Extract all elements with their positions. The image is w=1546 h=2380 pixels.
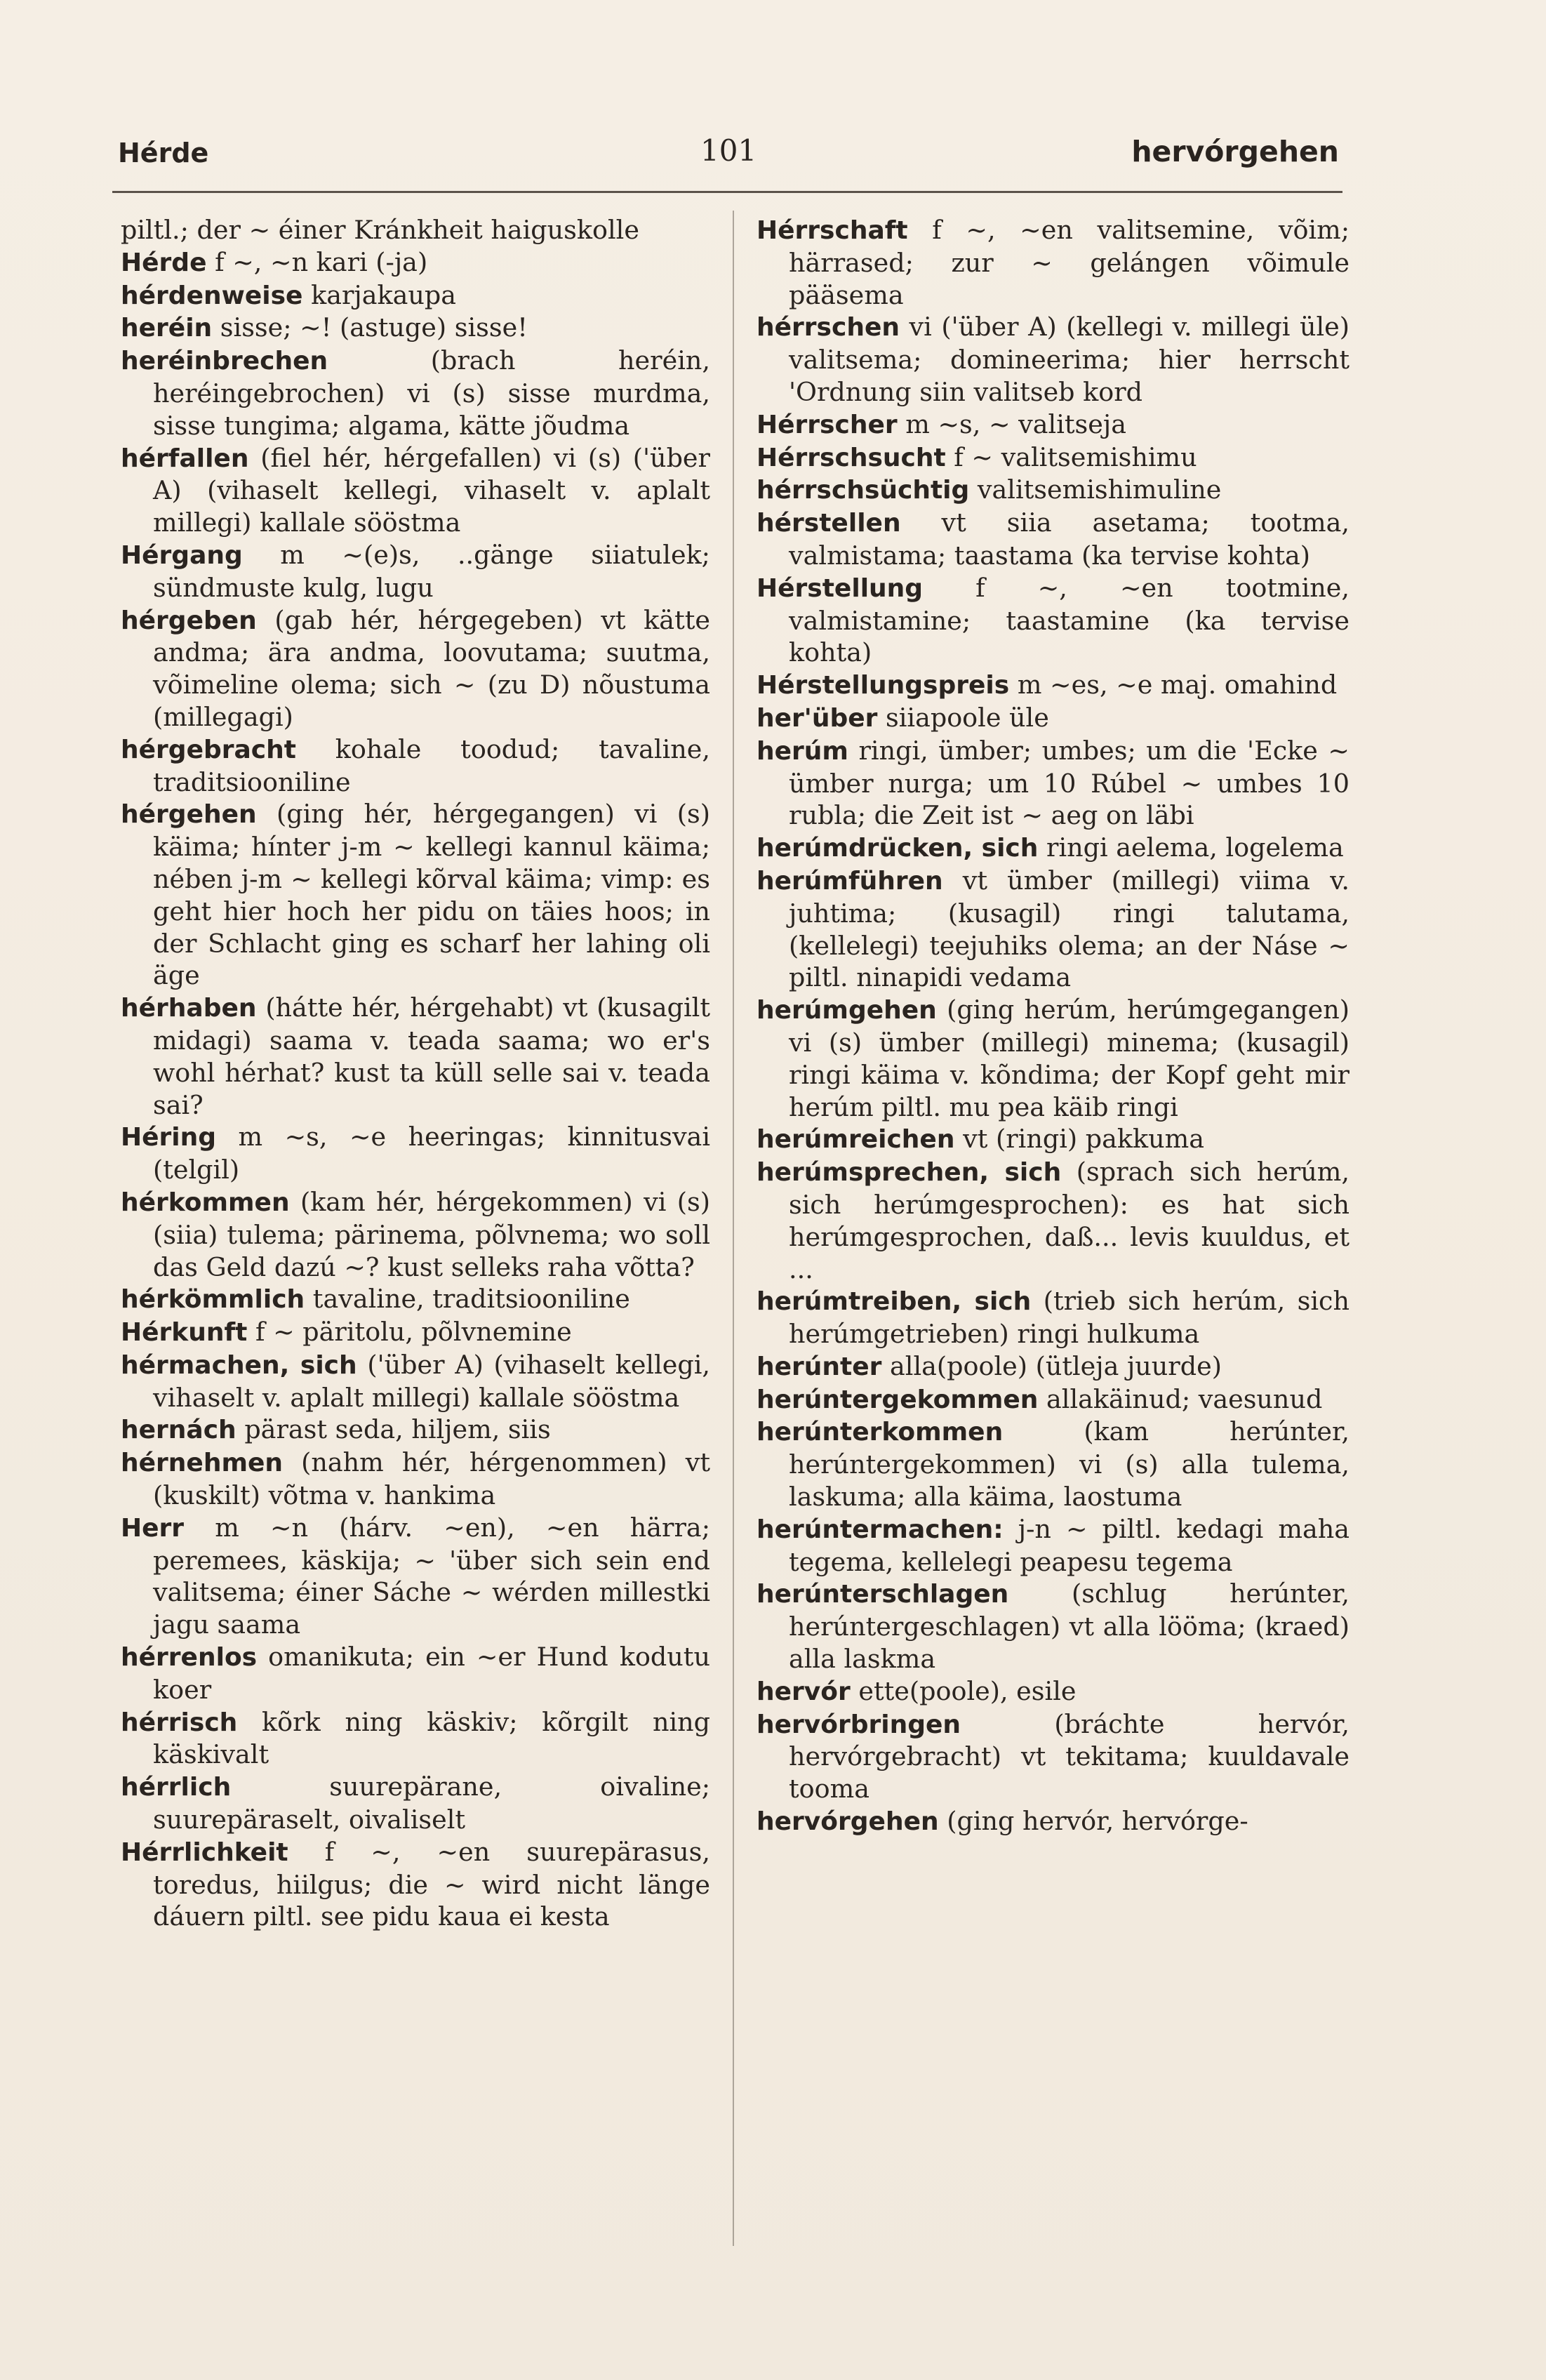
- entry-headword: Hérrscher: [757, 410, 898, 439]
- entry-headword: heréinbrechen: [121, 347, 328, 376]
- dictionary-entry: [121, 1512, 710, 1641]
- entry-headword: hérrschsüchtig: [757, 476, 970, 505]
- entry-headword: hérgehen: [121, 800, 257, 830]
- dictionary-entry: [121, 733, 710, 799]
- entry-definition: vt siia asetama; tootma, valmistama; taastama (ka tervise kohta): [789, 507, 1350, 571]
- dictionary-entry: [757, 1285, 1350, 1350]
- dictionary-entry: [757, 1708, 1350, 1805]
- entry-definition: vi ('über A) (kellegi v. millegi üle) valitsema; domineerima; hier herrscht 'Ordnung siin valitseb kord: [789, 312, 1350, 407]
- dictionary-entry: [757, 735, 1350, 832]
- entry-headword: herúntergekommen: [757, 1385, 1039, 1414]
- dictionary-entry: [121, 1349, 710, 1414]
- page-number: 101: [700, 133, 757, 168]
- entry-headword: herúmdrücken, sich: [757, 834, 1039, 863]
- entry-definition: m ~n (hárv. ~en), ~en härra; peremees, käskija; ~ 'über sich sein end valitsema; éiner Sáche ~ wérden millestki jagu saama: [153, 1512, 710, 1640]
- right-column: [757, 214, 1350, 1838]
- entry-definition: (hátte hér, hérgehabt) vt (kusagilt midagi) saama v. teada saama; wo er's wohl hérhat? kust ta küll selle sai v. teada sai?: [153, 992, 711, 1120]
- entry-definition: f ~, ~en suurepärasus, toredus, hiilgus; die ~ wird nicht länge dáuern piltl. see pidu kaua ei kesta: [153, 1836, 710, 1932]
- entry-headword: hérdenweise: [121, 281, 303, 310]
- dictionary-entry: [757, 1513, 1350, 1578]
- entry-headword: Héring: [121, 1123, 217, 1152]
- dictionary-entry: [757, 865, 1350, 994]
- entry-definition: piltl.; der ~ éiner Kránkheit haiguskolle: [121, 215, 639, 245]
- dictionary-entry: [757, 507, 1350, 572]
- header-right-guide-word: hervórgehen: [1131, 135, 1339, 168]
- entry-definition: f ~ päritolu, põlvnemine: [255, 1317, 572, 1348]
- entry-definition: (schlug herúnter, herúntergeschlagen) vt alla lööma; (kraed) alla laskma: [789, 1578, 1350, 1675]
- entry-headword: herúmreichen: [757, 1125, 955, 1155]
- entry-definition: (ging hervór, hervórge-: [947, 1806, 1248, 1837]
- dictionary-entry: [121, 1186, 710, 1283]
- entry-definition: sisse; ~! (astuge) sisse!: [220, 312, 528, 343]
- dictionary-entry: [121, 279, 710, 312]
- entry-headword: herúnterschlagen: [757, 1580, 1009, 1609]
- dictionary-entry: [121, 1316, 710, 1349]
- entry-definition: f ~ valitsemishimu: [954, 441, 1197, 472]
- page-header: [118, 133, 1339, 182]
- entry-headword: Hérde: [121, 248, 207, 277]
- dictionary-entry: [757, 994, 1350, 1123]
- dictionary-entry: [121, 345, 710, 441]
- entry-definition: pärast seda, hiljem, siis: [244, 1414, 551, 1445]
- entry-definition: allakäinud; vaesunud: [1046, 1383, 1323, 1414]
- entry-definition: tavaline, traditsiooniline: [312, 1284, 630, 1315]
- entry-headword: hérnehmen: [121, 1449, 284, 1478]
- dictionary-entry: [757, 1416, 1350, 1513]
- entry-definition: (gab hér, hérgegeben) vt kätte andma; ära andma, loovutama; suutma, võimeline olema; sich ~ (zu D) nõustuma (millegagi): [153, 604, 711, 732]
- dictionary-entry: [757, 441, 1350, 474]
- entry-definition: f ~, ~en valitsemine, võim; härrased; zur ~ gelángen võimule pääsema: [789, 215, 1350, 310]
- entry-headword: hérgebracht: [121, 735, 296, 764]
- dictionary-entry: [121, 1283, 710, 1316]
- entry-headword: Hérgang: [121, 540, 243, 570]
- entry-headword: hérrschen: [757, 313, 900, 343]
- entry-definition: f ~, ~en tootmine, valmistamine; taastamine (ka tervise kohta): [789, 572, 1350, 668]
- entry-definition: (bráchte hervór, hervórgebracht) vt tekitama; kuuldavale tooma: [789, 1708, 1350, 1804]
- entry-definition: kohale toodud; tavaline, traditsiooniline: [153, 733, 710, 797]
- entry-headword: hérgeben: [121, 606, 257, 635]
- entry-definition: alla(poole) (ütleja juurde): [890, 1350, 1222, 1381]
- dictionary-entry: [757, 474, 1350, 507]
- entry-definition: (sprach sich herúm, sich herúmgesprochen): es hat sich herúmgesprochen, daß... levis kuuldus, et ...: [789, 1157, 1350, 1284]
- dictionary-entry: [757, 408, 1350, 441]
- header-left-guide-word: Hérde: [118, 138, 209, 168]
- dictionary-entry: [121, 1414, 710, 1447]
- entry-headword: hernách: [121, 1416, 236, 1445]
- entry-definition: (trieb sich herúm, sich herúmgetrieben) ringi hulkuma: [789, 1286, 1350, 1350]
- entry-headword: hérrenlos: [121, 1643, 258, 1673]
- entry-headword: hérrisch: [121, 1708, 238, 1737]
- entry-definition: (kam herúnter, herúntergekommen) vi (s) alla tulema, laskuma; alla käima, laostuma: [789, 1416, 1350, 1513]
- dictionary-entry: [757, 1383, 1350, 1416]
- entry-headword: Hérrschsucht: [757, 443, 946, 472]
- dictionary-entry: [121, 1121, 710, 1186]
- column-divider: [733, 211, 734, 2246]
- entry-headword: herúnter: [757, 1352, 882, 1381]
- entry-headword: herúmgehen: [757, 996, 937, 1025]
- dictionary-entry: [757, 1156, 1350, 1285]
- entry-headword: herúm: [757, 736, 848, 766]
- entry-headword: Hérstellungspreis: [757, 671, 1010, 700]
- entry-definition: siiapoole üle: [886, 702, 1049, 733]
- dictionary-entry: [757, 1675, 1350, 1708]
- entry-definition: m ~es, ~e maj. omahind: [1017, 670, 1338, 700]
- entry-definition: (kam hér, hérgekommen) vi (s) (siia) tulema; pärinema, põlvnema; wo soll das Geld dazú ~? kust selleks raha võtta?: [153, 1186, 710, 1282]
- dictionary-entry: [757, 1123, 1350, 1156]
- header-rule: [112, 191, 1342, 193]
- dictionary-entry: [757, 1578, 1350, 1675]
- entry-headword: hervór: [757, 1677, 851, 1706]
- dictionary-entry: [121, 1706, 710, 1771]
- entry-headword: hervórgehen: [757, 1807, 939, 1837]
- entry-definition: karjakaupa: [311, 279, 457, 310]
- entry-headword: Hérrlichkeit: [121, 1837, 288, 1867]
- entry-headword: hérkommen: [121, 1188, 290, 1217]
- dictionary-entry: [757, 311, 1350, 408]
- entry-definition: vt ümber (millegi) viima v. juhtima; (kusagil) ringi talutama, (kellelegi) teejuhiks olema; an der Náse ~ piltl. ninapidi vedama: [789, 865, 1350, 993]
- entry-headword: hérmachen, sich: [121, 1350, 357, 1380]
- entry-headword: Herr: [121, 1513, 185, 1543]
- entry-definition: omanikuta; ein ~er Hund kodutu koer: [153, 1642, 710, 1705]
- dictionary-entry: [121, 604, 710, 733]
- entry-definition: ringi, ümber; umbes; um die 'Ecke ~ ümber nurga; um 10 Rúbel ~ umbes 10 rubla; die Zeit ist ~ aeg on läbi: [789, 735, 1350, 831]
- dictionary-entry: [121, 214, 710, 246]
- entry-definition: (ging hér, hérgegangen) vi (s) käima; hínter j-m ~ kellegi kannul käima; nében j-m ~ kellegi kõrval käima; vimp: es geht hier hoch her pidu on täies hoos; in der Schlacht ging es scharf her lahing oli äge: [153, 799, 710, 991]
- dictionary-entry: [121, 312, 710, 345]
- entry-definition: valitsemishimuline: [977, 474, 1222, 505]
- entry-headword: herúnterkommen: [757, 1418, 1004, 1447]
- dictionary-entry: [757, 1805, 1350, 1838]
- entry-headword: hérhaben: [121, 994, 257, 1023]
- entry-headword: hervórbringen: [757, 1710, 961, 1739]
- entry-definition: f ~, ~n kari (-ja): [215, 246, 428, 277]
- dictionary-entry: [121, 246, 710, 279]
- entry-definition: j-n ~ piltl. kedagi maha tegema, kellelegi peapesu tegema: [789, 1513, 1350, 1577]
- entry-definition: ette(poole), esile: [858, 1675, 1077, 1706]
- entry-definition: m ~(e)s, ..gänge siiatulek; sündmuste kulg, lugu: [153, 539, 710, 603]
- entry-headword: hérkömmlich: [121, 1285, 305, 1315]
- entry-headword: herúmtreiben, sich: [757, 1287, 1032, 1317]
- dictionary-entry: [121, 1641, 710, 1706]
- entry-definition: (fiel hér, hérgefallen) vi (s) ('über A) (vihaselt kellegi, vihaselt v. aplalt millegi) kallale sööstma: [153, 442, 710, 538]
- entry-headword: herúmführen: [757, 866, 943, 896]
- entry-headword: hérfallen: [121, 444, 249, 473]
- dictionary-entry: [757, 669, 1350, 702]
- entry-headword: Hérkunft: [121, 1318, 248, 1348]
- entry-headword: hérrlich: [121, 1773, 232, 1802]
- entry-definition: (ging herúm, herúmgegangen) vi (s) ümber (millegi) minema; (kusagil) ringi käima v. kõndima; der Kopf geht mir herúm piltl. mu pea käib ringi: [789, 995, 1350, 1122]
- left-column: [121, 214, 710, 1933]
- entry-headword: her'über: [757, 703, 878, 733]
- entry-definition: kõrk ning käskiv; kõrgilt ning käskivalt: [153, 1706, 710, 1770]
- dictionary-entry: [757, 832, 1350, 865]
- dictionary-entry: [121, 1771, 710, 1836]
- entry-definition: ('über A) (vihaselt kellegi, vihaselt v. aplalt millegi) kallale sööstma: [153, 1349, 711, 1413]
- entry-headword: herúntermachen:: [757, 1515, 1004, 1544]
- entry-definition: ringi aelema, logelema: [1046, 832, 1344, 863]
- entry-headword: heréin: [121, 314, 213, 343]
- dictionary-entry: [121, 992, 710, 1121]
- entry-definition: (brach heréin, heréingebrochen) vi (s) sisse murdma, sisse tungima; algama, kätte jõudma: [153, 345, 710, 441]
- entry-headword: Hérstellung: [757, 573, 924, 603]
- dictionary-entry: [757, 572, 1350, 669]
- dictionary-entry: [121, 539, 710, 604]
- entry-definition: (nahm hér, hérgenommen) vt (kuskilt) võtma v. hankima: [153, 1447, 710, 1511]
- dictionary-entry: [757, 214, 1350, 311]
- dictionary-entry: [757, 1350, 1350, 1383]
- entry-headword: Hérrschaft: [757, 216, 908, 245]
- entry-headword: hérstellen: [757, 509, 901, 538]
- dictionary-entry: [121, 798, 710, 992]
- entry-definition: m ~s, ~e heeringas; kinnitusvai (telgil): [153, 1122, 710, 1185]
- entry-headword: herúmsprechen, sich: [757, 1158, 1062, 1188]
- entry-definition: suurepärane, oivaline; suurepäraselt, oivaliselt: [153, 1771, 710, 1835]
- dictionary-entry: [121, 1447, 710, 1512]
- entry-definition: vt (ringi) pakkuma: [963, 1124, 1204, 1155]
- entry-definition: m ~s, ~ valitseja: [905, 408, 1126, 439]
- dictionary-entry: [121, 1836, 710, 1933]
- dictionary-entry: [757, 702, 1350, 735]
- dictionary-entry: [121, 442, 710, 539]
